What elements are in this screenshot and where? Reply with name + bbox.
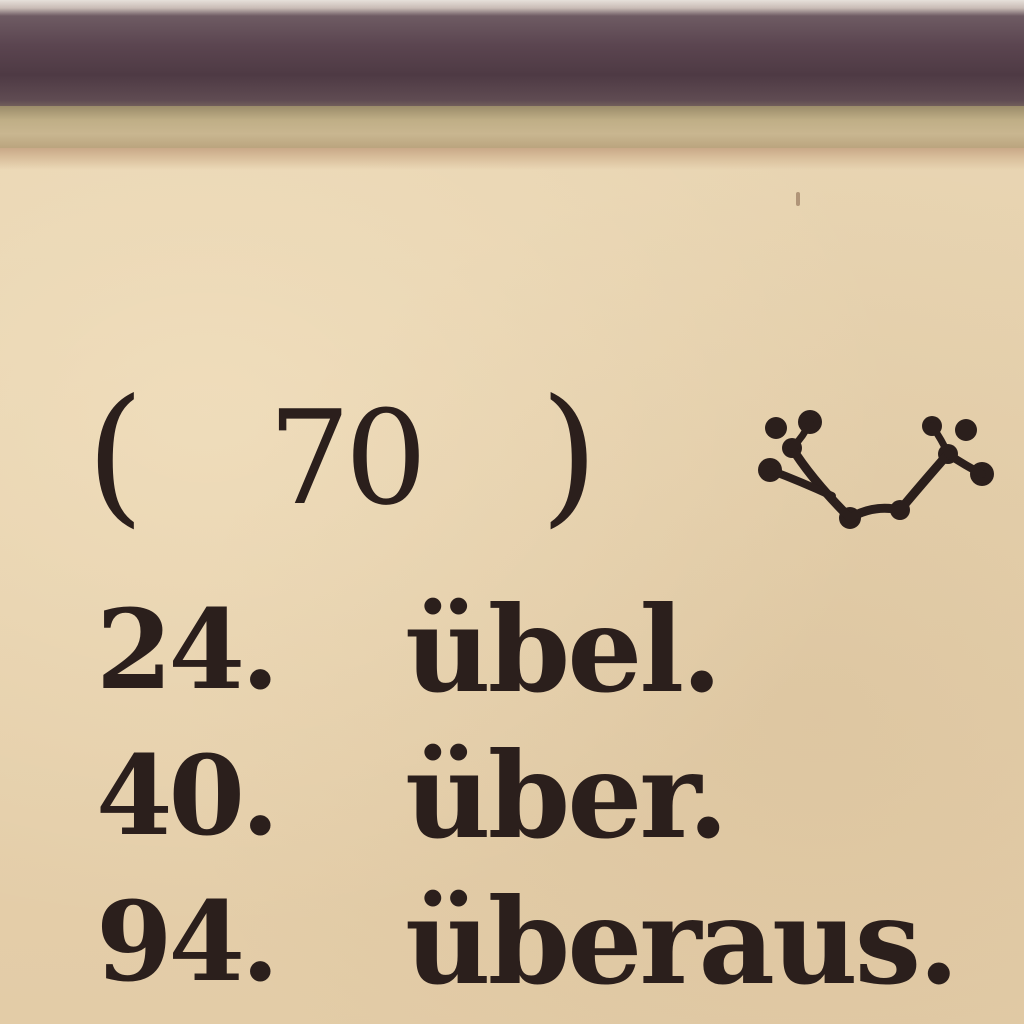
page-number: 70 xyxy=(268,382,422,534)
entry-number: 94. xyxy=(96,877,276,1006)
list-item xyxy=(0,726,1024,866)
entry-word: übel. xyxy=(405,580,720,719)
page-edge xyxy=(0,148,1024,170)
open-parenthesis: ( xyxy=(86,368,145,542)
entry-word: über. xyxy=(405,726,726,865)
paper-fleck xyxy=(796,192,800,206)
entry-number: 40. xyxy=(96,731,276,860)
book-binding xyxy=(0,0,1024,110)
list-item xyxy=(0,872,1024,1012)
close-parenthesis: ) xyxy=(540,368,599,542)
entry-number: 24. xyxy=(96,585,276,714)
entry-word: überaus. xyxy=(405,872,957,1011)
fleuron-ornament-icon xyxy=(752,400,1002,540)
binding-stripe xyxy=(0,106,1024,150)
list-item xyxy=(0,580,1024,720)
